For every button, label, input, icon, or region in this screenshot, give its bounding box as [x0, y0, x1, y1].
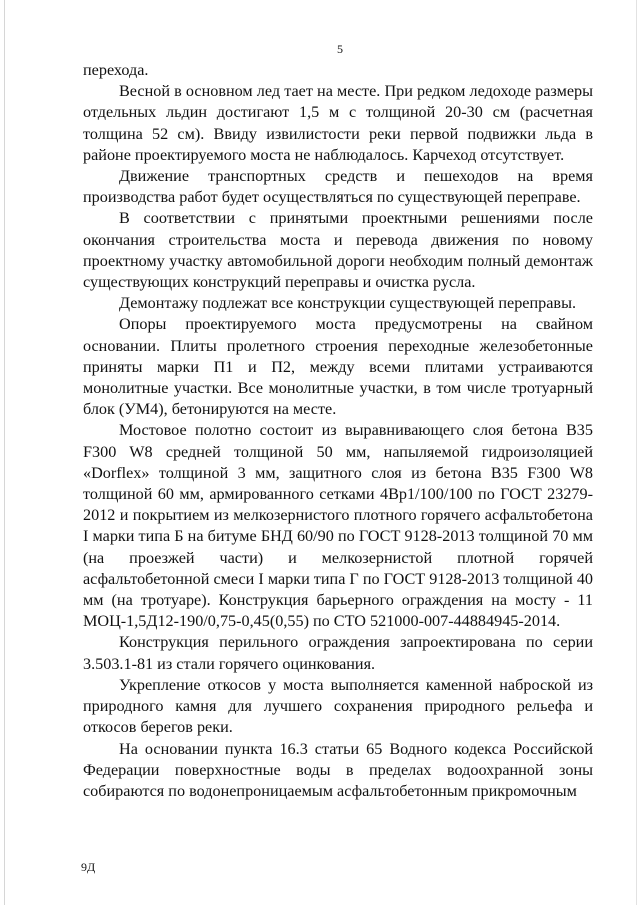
paragraph: Мостовое полотно состоит из выравнивающего слоя бетона В35 F300 W8 средней толщиной 50 мм, напыляемой гидроизоляцией «Dorflex» толщиной 3 мм, защитного слоя из бетона В35 F300 W8 толщиной 60 мм, армированного сетками 4Вр1/100/100 по ГОСТ 23279-2012 и покрытием из мелкозернистого плотного горячего асфальтобетона I марки типа Б на битуме БНД 60/90 по ГОСТ 9128-2013 толщиной 70 мм (на проезжей части) и мелкозернистой плотной горячей асфальтобетонной смеси I марки типа Г по ГОСТ 9128-2013 толщиной 40 мм (на тротуаре). Конструкция барьерного ограждения на мосту - 11 МОЦ-1,5Д12-190/0,75-0,45(0,55) по СТО 521000-007-44884945-2014.: [83, 421, 594, 631]
paragraph: Укрепление откосов у моста выполняется каменной наброской из природного камня для лучшего сохранения природного рельефа и откосов берегов реки.: [83, 675, 593, 737]
paragraph: Демонтажу подлежат все конструкции существующей переправы.: [119, 294, 577, 313]
paragraph: Весной в основном лед тает на месте. При редком ледоходе размеры отдельных льдин достигают 1,5 м с толщиной 20-30 см (расчетная толщина 52 см). Ввиду извилистости реки первой подвижки льда в районе проектируемого моста не наблюдалось. Карчеход отсутствует.: [83, 82, 593, 164]
footer-code: 9Д: [81, 860, 96, 874]
scan-edge-right: [636, 0, 637, 905]
paragraph: перехода.: [83, 61, 149, 79]
paragraph: Конструкция перильного ограждения запроектирована по серии 3.503.1-81 из стали горячего оцинкования.: [83, 633, 593, 673]
page-number: 5: [337, 42, 343, 56]
paragraph: Движение транспортных средств и пешеходов на время производства работ будет осуществляться по существующей переправе.: [83, 167, 593, 207]
paragraph: В соответствии с принятыми проектными решениями после окончания строительства моста и перевода движения по новому проектному участку автомобильной дороги необходим полный демонтаж существующих конструкций переправы и очистка русла.: [83, 209, 593, 292]
body-text: [83, 60, 593, 802]
paragraph: Опоры проектируемого моста предусмотрены на свайном основании. Плиты пролетного строения переходные железобетонные приняты марки П1 и П2, между всеми плитами устраиваются монолитные участки. Все монолитные участки, в том числе тротуарный блок (УМ4), бетонируются на месте.: [83, 315, 593, 419]
scan-edge-left: [4, 0, 5, 905]
paragraph: На основании пункта 16.3 статьи 65 Водного кодекса Российской Федерации поверхностные воды в пределах водоохранной зоны собираются по водонепроницаемым асфальтобетонным прикромочным: [83, 739, 593, 800]
